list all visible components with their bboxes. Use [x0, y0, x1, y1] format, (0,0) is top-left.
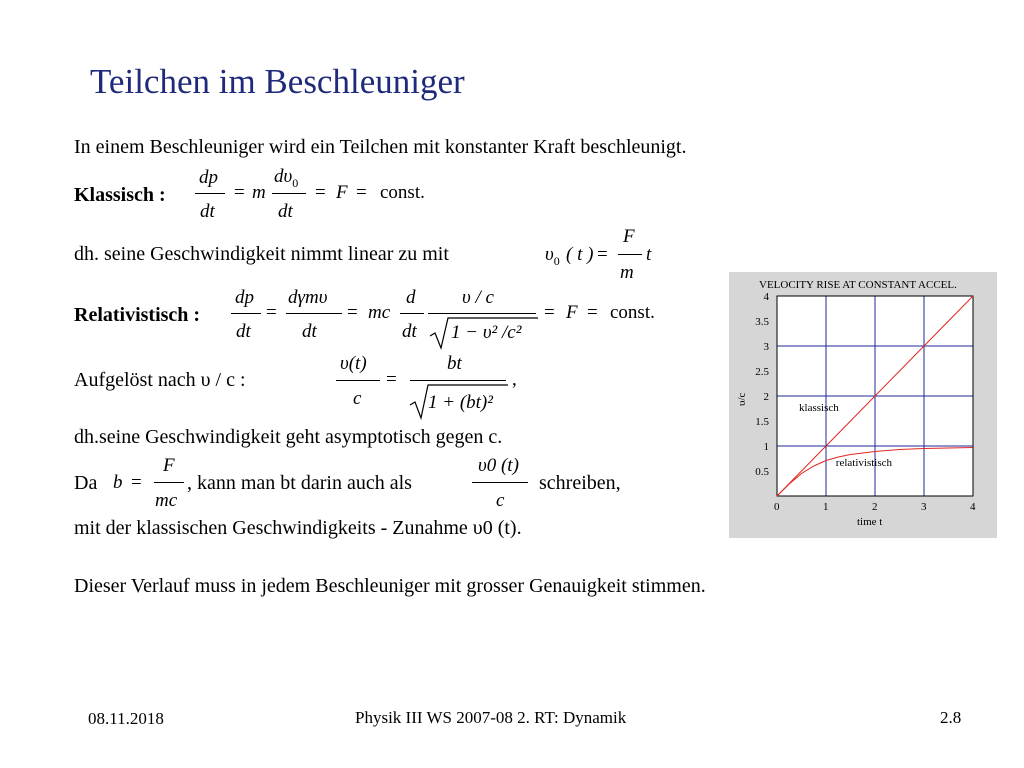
classical-label: Klassisch : [74, 184, 166, 206]
relativistic-label: Relativistisch : [74, 304, 201, 326]
v0-symbol: $\upsilon_0$ [545, 244, 560, 268]
footer-course: Physik III WS 2007-08 2. RT: Dynamik [355, 708, 627, 727]
solved-text: Aufgelöst nach υ / c : [74, 369, 246, 391]
y-axis-label: υ/c [736, 392, 748, 406]
equals-sign: = [315, 182, 326, 203]
chart-panel [729, 272, 997, 538]
fraction-bar [336, 380, 380, 381]
relativistic-frac4-den: 1 − υ² /c² [451, 322, 522, 343]
y-tick-label: 3 [763, 341, 769, 353]
equals-sign: = [347, 302, 358, 323]
solved-frac1-den: c [353, 388, 362, 409]
time-argument: ( t ) [566, 244, 594, 265]
series-label-klassisch: klassisch [799, 402, 839, 414]
relativistic-frac2-den: dt [302, 321, 317, 342]
velocity-chart [729, 272, 997, 538]
da-frac1-num: F [163, 455, 175, 476]
intro-text: In einem Beschleuniger wird ein Teilchen mit konstanter Kraft beschleunigt. [74, 136, 687, 158]
relativistic-frac3-num: d [406, 287, 416, 308]
da-word: Da [74, 472, 98, 494]
fraction-bar [231, 313, 261, 314]
y-tick-label: 3.5 [755, 316, 769, 328]
da-text-end: schreiben, [539, 472, 621, 494]
linear-text: dh. seine Geschwindigkeit nimmt linear zu mit [74, 243, 449, 265]
fraction-bar [154, 482, 184, 483]
da-frac2-den: c [496, 490, 505, 511]
y-tick-label: 4 [763, 291, 769, 303]
force-symbol: F [566, 302, 578, 323]
solved-frac1-num: υ(t) [340, 353, 367, 374]
fraction-bar [410, 380, 506, 381]
y-tick-label: 0.5 [755, 466, 769, 478]
footer-page-number: 2.8 [940, 708, 962, 727]
relativistic-frac4-num: υ / c [462, 287, 494, 308]
b-symbol: b [113, 472, 123, 493]
fraction-bar [618, 254, 642, 255]
equals-sign: = [266, 302, 277, 323]
fraction-bar [286, 313, 342, 314]
fraction-bar [272, 193, 306, 194]
classical-frac1-den: dt [200, 201, 215, 222]
linear-frac-num: F [623, 226, 635, 247]
y-tick-label: 2 [763, 391, 769, 403]
solved-frac2-num: bt [447, 353, 462, 374]
mc-symbol: mc [368, 302, 391, 323]
equals-sign: = [544, 302, 555, 323]
equals-sign: = [386, 369, 397, 390]
equals-sign: = [356, 182, 367, 203]
const-text: const. [610, 302, 655, 323]
x-tick-label: 0 [774, 501, 780, 513]
x-tick-label: 2 [872, 501, 878, 513]
relativistic-frac3-den: dt [402, 321, 417, 342]
const-text: const. [380, 182, 425, 203]
y-tick-label: 1.5 [755, 416, 769, 428]
x-tick-label: 1 [823, 501, 829, 513]
series-label-relativistisch: relativistisch [835, 457, 893, 469]
relativistic-frac2-num: dγmυ [288, 287, 328, 308]
footer-date: 08.11.2018 [88, 709, 164, 728]
classic-increase-text: mit der klassischen Geschwindigkeits - Zunahme υ0 (t). [74, 517, 522, 539]
asymptotic-text: dh.seine Geschwindigkeit geht asymptotisch gegen c. [74, 426, 503, 448]
equals-sign: = [234, 182, 245, 203]
x-tick-label: 4 [970, 501, 976, 513]
solved-frac2-den: 1 + (bt)² [428, 392, 493, 413]
relativistic-frac1-den: dt [236, 321, 251, 342]
y-tick-label: 2.5 [755, 366, 769, 378]
equals-sign: = [587, 302, 598, 323]
slide-title: Teilchen im Beschleuniger [90, 62, 465, 101]
y-tick-label: 1 [763, 441, 769, 453]
equals-sign: = [131, 472, 142, 493]
fraction-bar [472, 482, 528, 483]
time-symbol: t [646, 244, 652, 265]
classical-frac1-num: dp [199, 167, 218, 188]
comma: , [512, 369, 517, 390]
fraction-bar [195, 193, 225, 194]
equals-sign: = [597, 244, 608, 265]
fraction-bar [400, 313, 424, 314]
mass-symbol: m [252, 182, 266, 203]
classical-frac2-num: $d\upsilon_0$ [274, 166, 299, 190]
da-frac1-den: mc [155, 490, 178, 511]
subscript-zero: 0 [292, 175, 299, 190]
subscript-zero: 0 [553, 253, 560, 268]
fraction-bar [428, 313, 536, 314]
da-frac2-num: υ0 (t) [478, 455, 519, 476]
force-symbol: F [336, 182, 348, 203]
conclusion-text: Dieser Verlauf muss in jedem Beschleuniger mit grosser Genauigkeit stimmen. [74, 575, 706, 597]
da-text-mid: , kann man bt darin auch als [187, 472, 412, 494]
chart-title: VELOCITY RISE AT CONSTANT ACCEL. [759, 279, 957, 291]
x-axis-label: time t [857, 516, 883, 528]
x-tick-label: 3 [921, 501, 927, 513]
classical-frac2-den: dt [278, 201, 293, 222]
relativistic-frac1-num: dp [235, 287, 254, 308]
linear-frac-den: m [620, 262, 634, 283]
